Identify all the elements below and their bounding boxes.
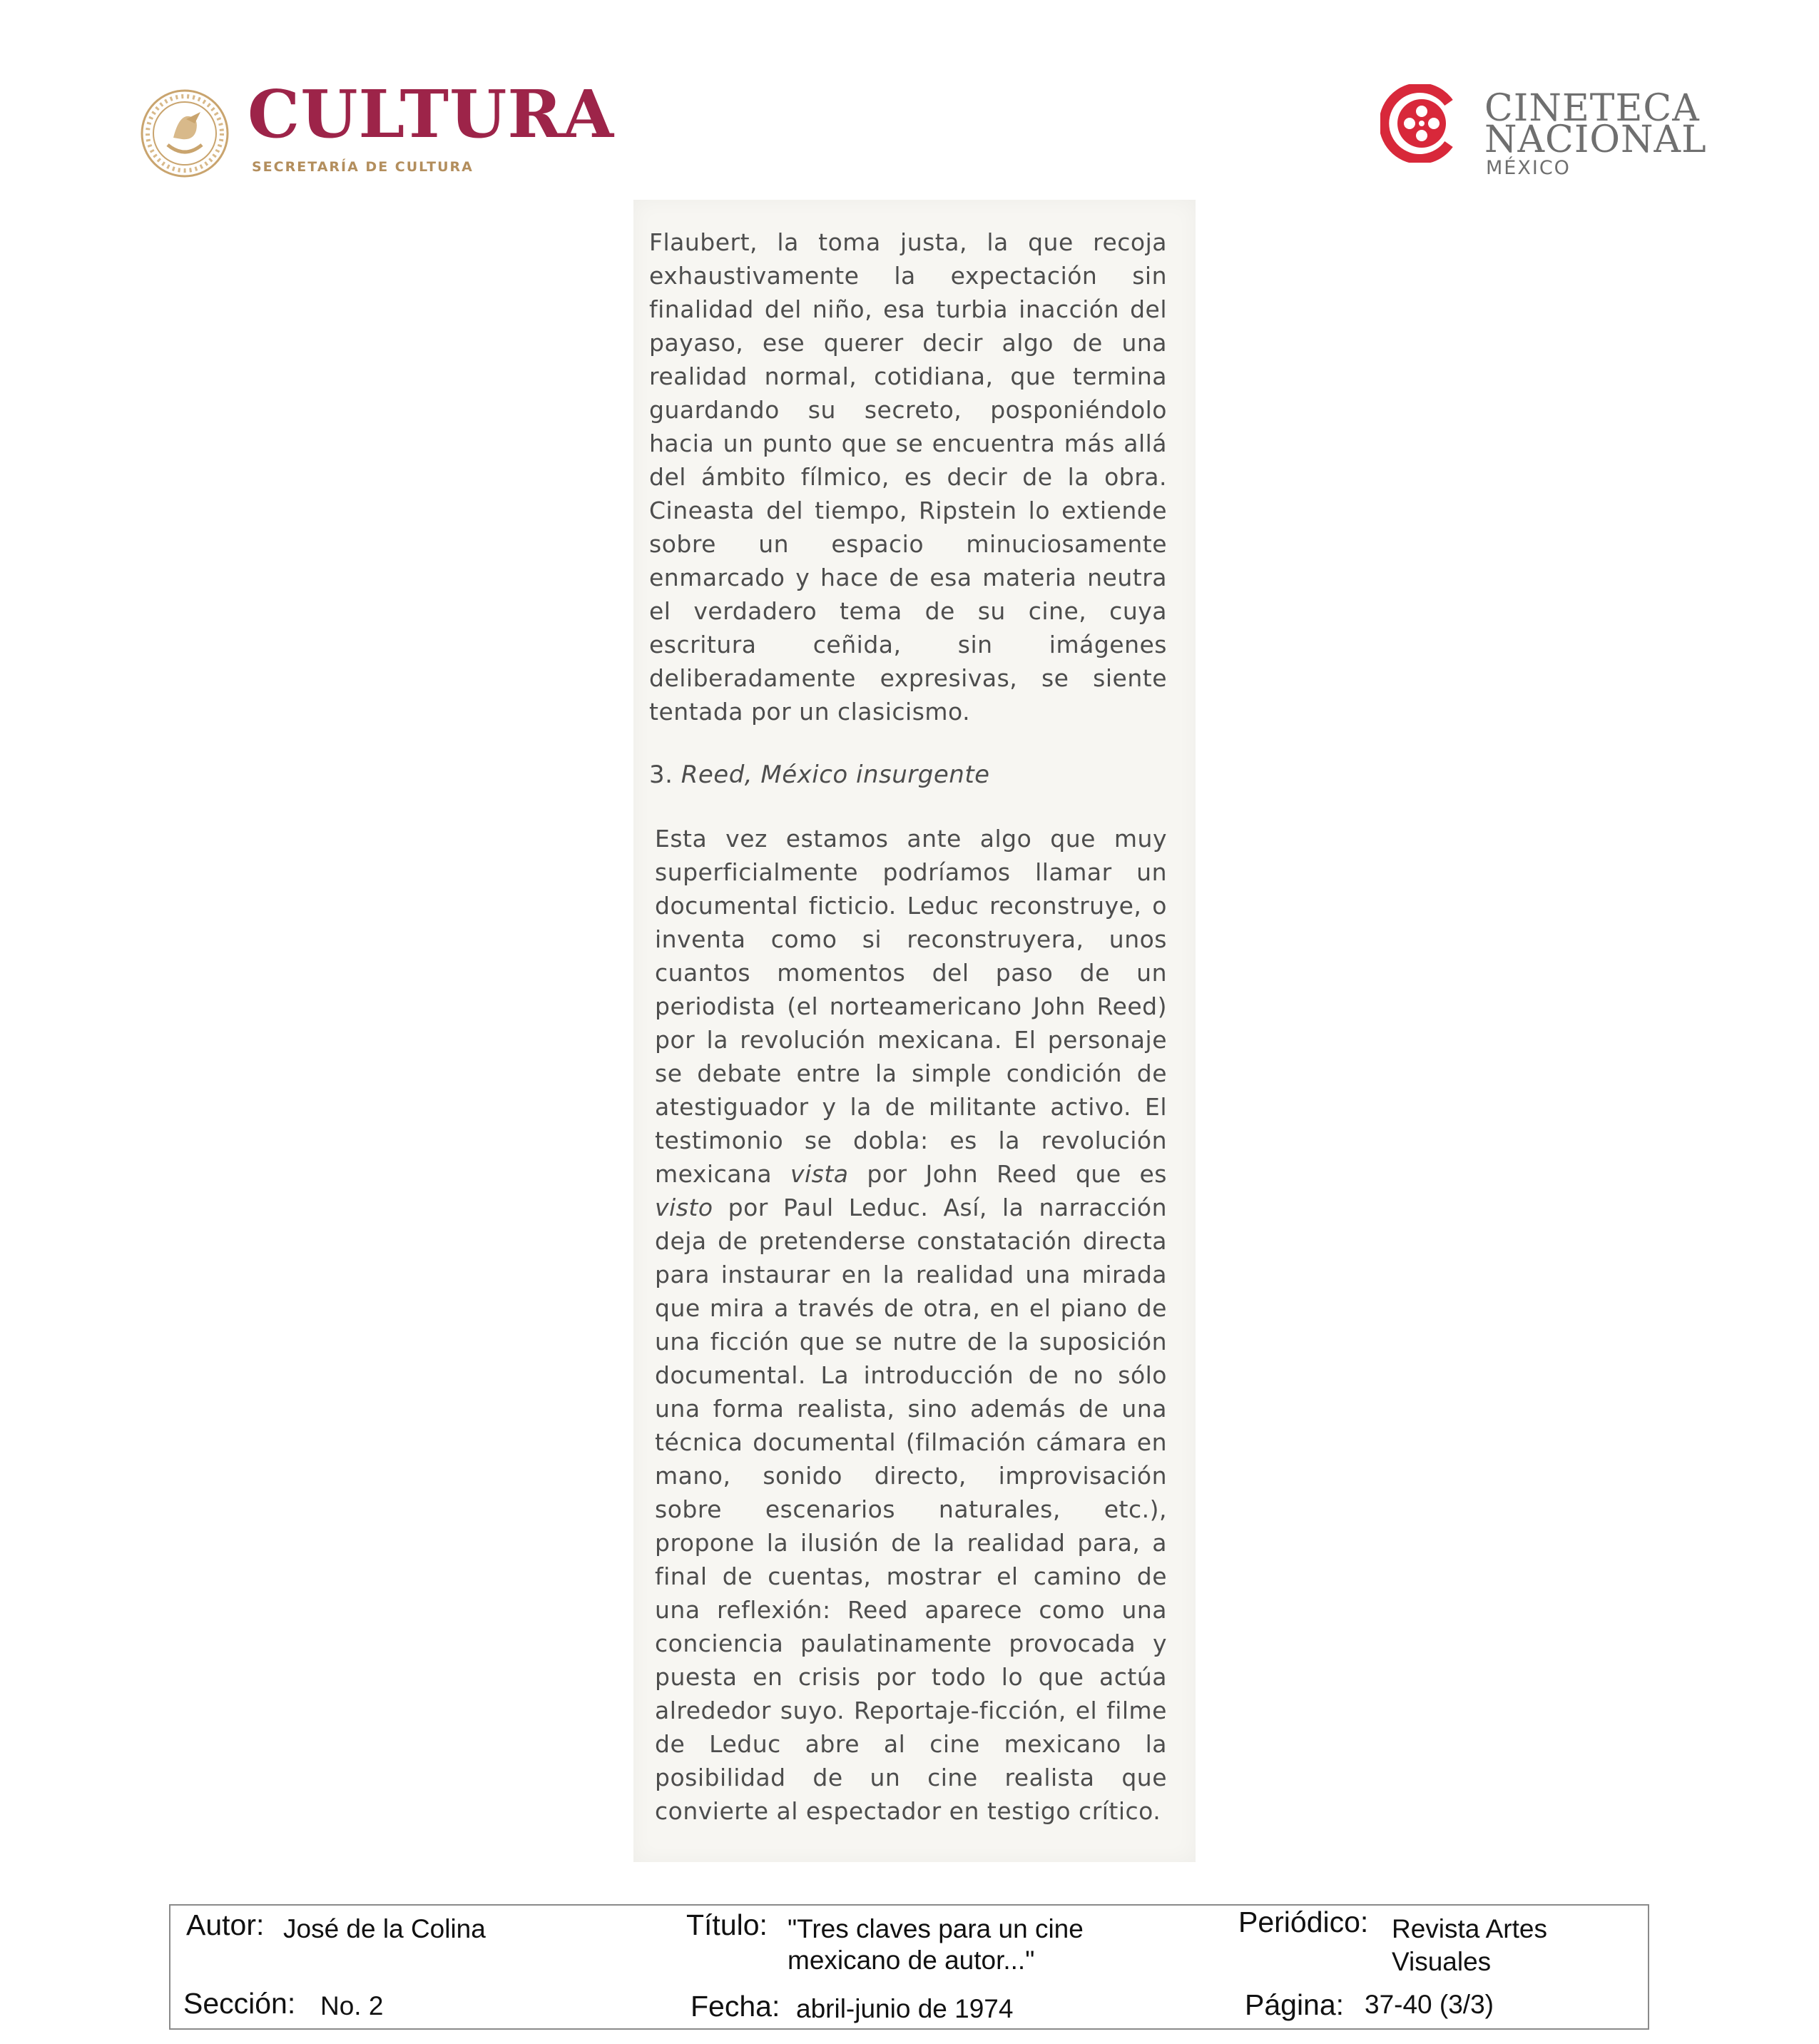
section-heading xyxy=(649,758,1167,792)
pagina-label: Página: xyxy=(1245,1988,1345,2021)
p2-text-3: por Paul Leduc. Así, la narracción deja de pretenderse constatación directa para instaurar en la realidad una mirada que mira a través de otra, en el piano de una ficción que se nutre de la suposición documental. La introducción de no sólo una forma realista, sino además de una técnica documental (filmación cámara en mano, sonido directo, improvisación sobre escenarios naturales, etc.), propone la ilusión de la realidad para, a final de cuentas, mostrar el camino de una reflexión: Reed aparece como una conciencia paulatinamente provocada y puesta en crisis por todo lo que actúa alrededor suyo. Reportaje-ficción, el filme de Leduc abre al cine mexicano la posibilidad de un cine realista que convierte al espectador en testigo crítico. xyxy=(655,1194,1167,1825)
periodico-value-line2: Visuales xyxy=(1392,1947,1492,1976)
section-title: Reed, México insurgente xyxy=(681,761,990,789)
autor-label: Autor: xyxy=(186,1908,265,1941)
film-reel-icon xyxy=(1380,84,1459,163)
periodico-label: Periódico: xyxy=(1238,1906,1369,1938)
seccion-value: No. 2 xyxy=(320,1991,384,2020)
scanned-article-clipping xyxy=(633,200,1196,1862)
fecha-label: Fecha: xyxy=(691,1990,780,2023)
article-body xyxy=(649,225,1167,1828)
p2-italic-visto: visto xyxy=(655,1194,713,1221)
cineteca-line3: MÉXICO xyxy=(1486,157,1571,179)
article-paragraph-2 xyxy=(649,822,1167,1828)
mexican-coat-of-arms-seal-icon xyxy=(139,88,230,179)
p2-text-1: Esta vez estamos ante algo que muy superficialmente podríamos llamar un documental ficticio. Leduc reconstruye, o inventa como si reconstruyera, unos cuantos momentos del paso de un periodista (el norteamericano John Reed) por la revolución mexicana. El personaje se debate entre la simple condición de atestiguador y la de militante activo. El testimonio se dobla: es la revolución mexicana xyxy=(655,825,1167,1188)
autor-value: José de la Colina xyxy=(283,1914,486,1943)
p2-italic-vista: vista xyxy=(790,1160,849,1188)
section-number: 3. xyxy=(649,761,673,789)
cineteca-line1: CINETECA xyxy=(1484,87,1700,130)
cultura-subtitle: SECRETARÍA DE CULTURA xyxy=(252,159,474,175)
fecha-value: abril-junio de 1974 xyxy=(796,1994,1014,2023)
cineteca-logo xyxy=(1380,84,1707,180)
metadata-box xyxy=(169,1904,1649,2030)
periodico-value-line1: Revista Artes xyxy=(1392,1914,1547,1943)
cultura-brand-text: CULTURA xyxy=(248,76,615,153)
article-paragraph-1: Flaubert, la toma justa, la que recoja exhaustivamente la expectación sin finalidad del niño, esa turbia inacción del payaso, ese querer decir algo de una realidad normal, cotidiana, que termina guardando su secreto, posponiéndolo hacia un punto que se encuentra más allá del ámbito fílmico, es decir de la obra. Cineasta del tiempo, Ripstein lo extiende sobre un espacio minuciosamente enmarcado y hace de esa materia neutra el verdadero tema de su cine, cuya escritura ceñida, sin imágenes deliberadamente expresivas, se siente tentada por un clasicismo. xyxy=(649,228,1167,726)
titulo-value-line1: "Tres claves para un cine xyxy=(788,1914,1084,1943)
titulo-label: Título: xyxy=(686,1908,768,1941)
cineteca-line2: NACIONAL xyxy=(1484,118,1707,161)
p2-text-2: por John Reed que es xyxy=(867,1160,1167,1188)
titulo-value-line2: mexicano de autor..." xyxy=(788,1946,1035,1975)
seccion-label: Sección: xyxy=(183,1987,296,2020)
pagina-value: 37-40 (3/3) xyxy=(1365,1990,1494,2019)
cultura-logo xyxy=(139,76,615,184)
